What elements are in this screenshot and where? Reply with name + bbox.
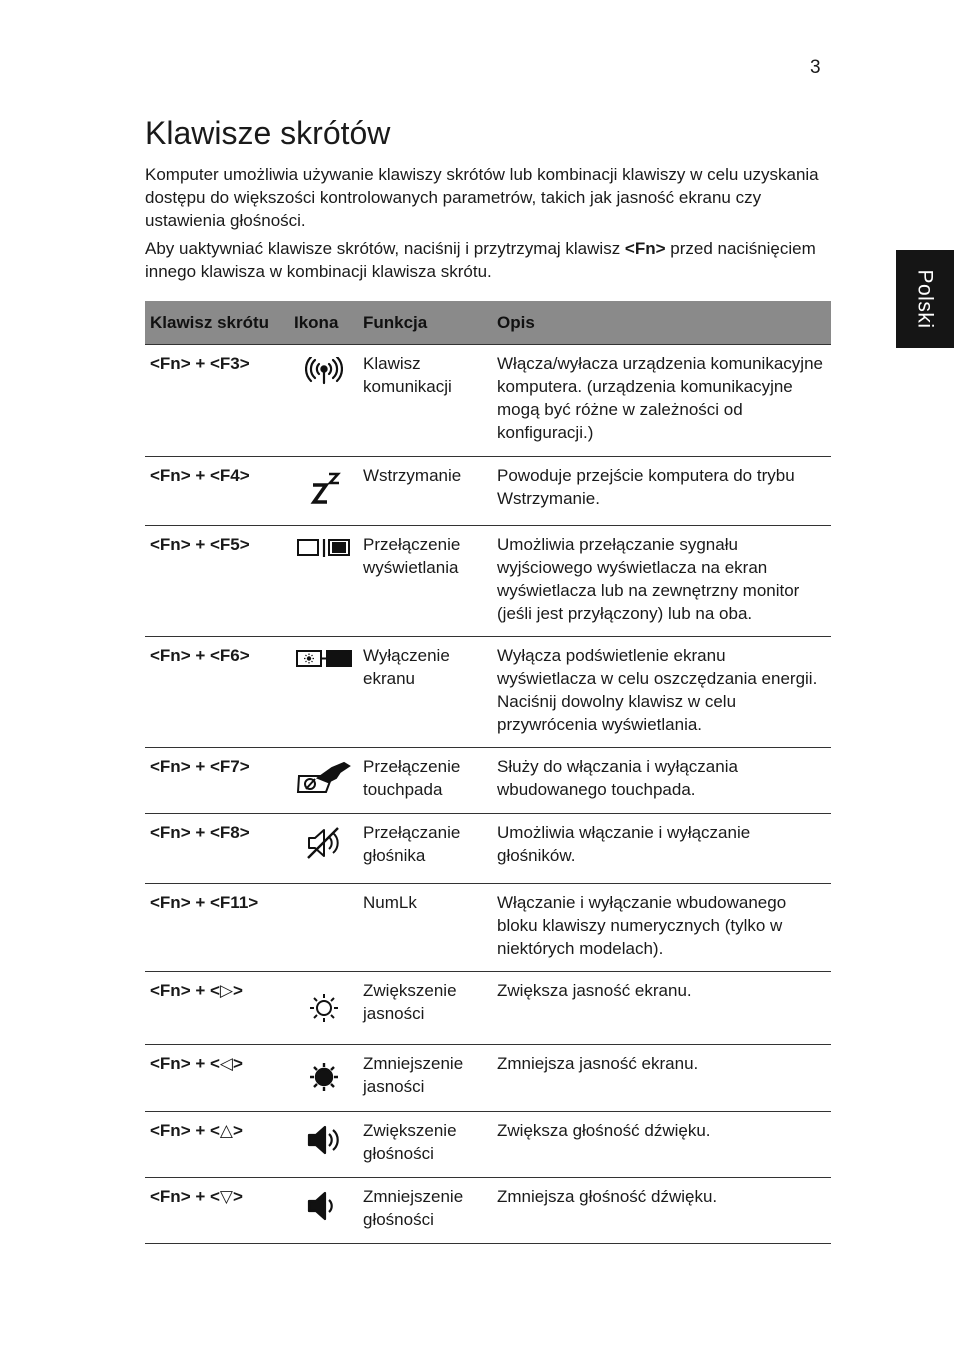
description: Wyłącza podświetlenie ekranu wyświetlacza w celu oszczędzania energii. Naciśnij dowolny klawisz w celu przywrócenia wyświetlania.	[492, 637, 831, 748]
function-name: Zmniejszenie jasności	[358, 1045, 492, 1112]
function-name: Przełączenie wyświetlania	[358, 526, 492, 637]
table-row	[145, 637, 831, 748]
intro-paragraph: Komputer umożliwia używanie klawiszy skrótów lub kombinacji klawiszy w celu uzyskania dostępu do większości kontrolowanych parametrów, takich jak jasność ekranu czy ustawienia głośności.	[145, 165, 819, 230]
description: Powoduje przejście komputera do trybu Wstrzymanie.	[492, 457, 831, 526]
description: Zmniejsza jasność ekranu.	[492, 1045, 831, 1112]
table-row	[145, 748, 831, 814]
table-row	[145, 884, 831, 972]
speaker-mute-icon	[305, 826, 343, 860]
hotkey: <Fn> + <F5>	[145, 526, 289, 637]
function-name: Wstrzymanie	[358, 457, 492, 526]
brightness-down-icon	[308, 1061, 340, 1093]
display-switch-icon	[296, 538, 352, 558]
table-row	[145, 526, 831, 637]
volume-down-icon	[306, 1190, 342, 1222]
function-name: NumLk	[358, 884, 492, 972]
table-row	[145, 345, 831, 457]
description: Umożliwia przełączanie sygnału wyjściowego wyświetlacza na ekran wyświetlacza lub na zewnętrzny monitor (jeśli jest przyłączony) lub na oba.	[492, 526, 831, 637]
table-row	[145, 1045, 831, 1112]
hotkey: <Fn> + <◁>	[145, 1045, 289, 1112]
activation-text-after: przed naciśnięciem innego klawisza w kombinacji klawisza skrótu.	[145, 239, 816, 281]
activation-paragraph	[145, 237, 825, 283]
function-name: Klawisz komunikacji	[358, 345, 492, 457]
header-description: Opis	[492, 301, 831, 345]
hotkey: <Fn> + <F11>	[145, 884, 289, 972]
function-name: Zwiększenie jasności	[358, 972, 492, 1045]
touchpad-toggle-icon	[296, 760, 352, 794]
hotkey: <Fn> + <F3>	[145, 345, 289, 457]
wireless-icon	[305, 357, 343, 387]
display-off-icon	[295, 649, 353, 669]
language-tab-label: Polski	[914, 269, 937, 329]
table-header-row	[145, 301, 831, 345]
description: Zmniejsza głośność dźwięku.	[492, 1178, 831, 1244]
function-name: Zwiększenie głośności	[358, 1112, 492, 1178]
brightness-up-icon	[308, 992, 340, 1024]
description: Umożliwia włączanie i wyłączanie głośników.	[492, 814, 831, 884]
language-tab	[896, 250, 954, 348]
description: Zwiększa głośność dźwięku.	[492, 1112, 831, 1178]
description: Służy do włączania i wyłączania wbudowanego touchpada.	[492, 748, 831, 814]
fn-key-label: <Fn>	[624, 239, 666, 258]
description: Włącza/wyłacza urządzenia komunikacyjne komputera. (urządzenia komunikacyjne mogą być różne w zależności od konfiguracji.)	[492, 345, 831, 457]
function-name: Przełączenie touchpada	[358, 748, 492, 814]
hotkey: <Fn> + <F6>	[145, 637, 289, 748]
table-row	[145, 972, 831, 1045]
hotkeys-table	[145, 301, 831, 1244]
header-function: Funkcja	[358, 301, 492, 345]
hotkey: <Fn> + <F4>	[145, 457, 289, 526]
activation-text-before: Aby uaktywniać klawisze skrótów, naciśnij i przytrzymaj klawisz	[145, 239, 625, 258]
table-row	[145, 457, 831, 526]
description: Włączanie i wyłączanie wbudowanego bloku klawiszy numerycznych (tylko w niektórych modelach).	[492, 884, 831, 972]
table-row	[145, 814, 831, 884]
hotkey: <Fn> + <▽>	[145, 1178, 289, 1244]
sleep-icon	[306, 469, 342, 505]
hotkey: <Fn> + <F8>	[145, 814, 289, 884]
hotkey: <Fn> + <▷>	[145, 972, 289, 1045]
hotkey: <Fn> + <△>	[145, 1112, 289, 1178]
description: Zwiększa jasność ekranu.	[492, 972, 831, 1045]
table-row	[145, 1112, 831, 1178]
volume-up-icon	[306, 1124, 342, 1156]
function-name: Przełączanie głośnika	[358, 814, 492, 884]
function-name: Wyłączenie ekranu	[358, 637, 492, 748]
page-number: 3	[810, 57, 821, 78]
hotkey: <Fn> + <F7>	[145, 748, 289, 814]
header-icon: Ikona	[289, 301, 358, 345]
table-row	[145, 1178, 831, 1244]
function-name: Zmniejszenie głośności	[358, 1178, 492, 1244]
page-title: Klawisze skrótów	[145, 115, 391, 151]
header-key: Klawisz skrótu	[145, 301, 289, 345]
